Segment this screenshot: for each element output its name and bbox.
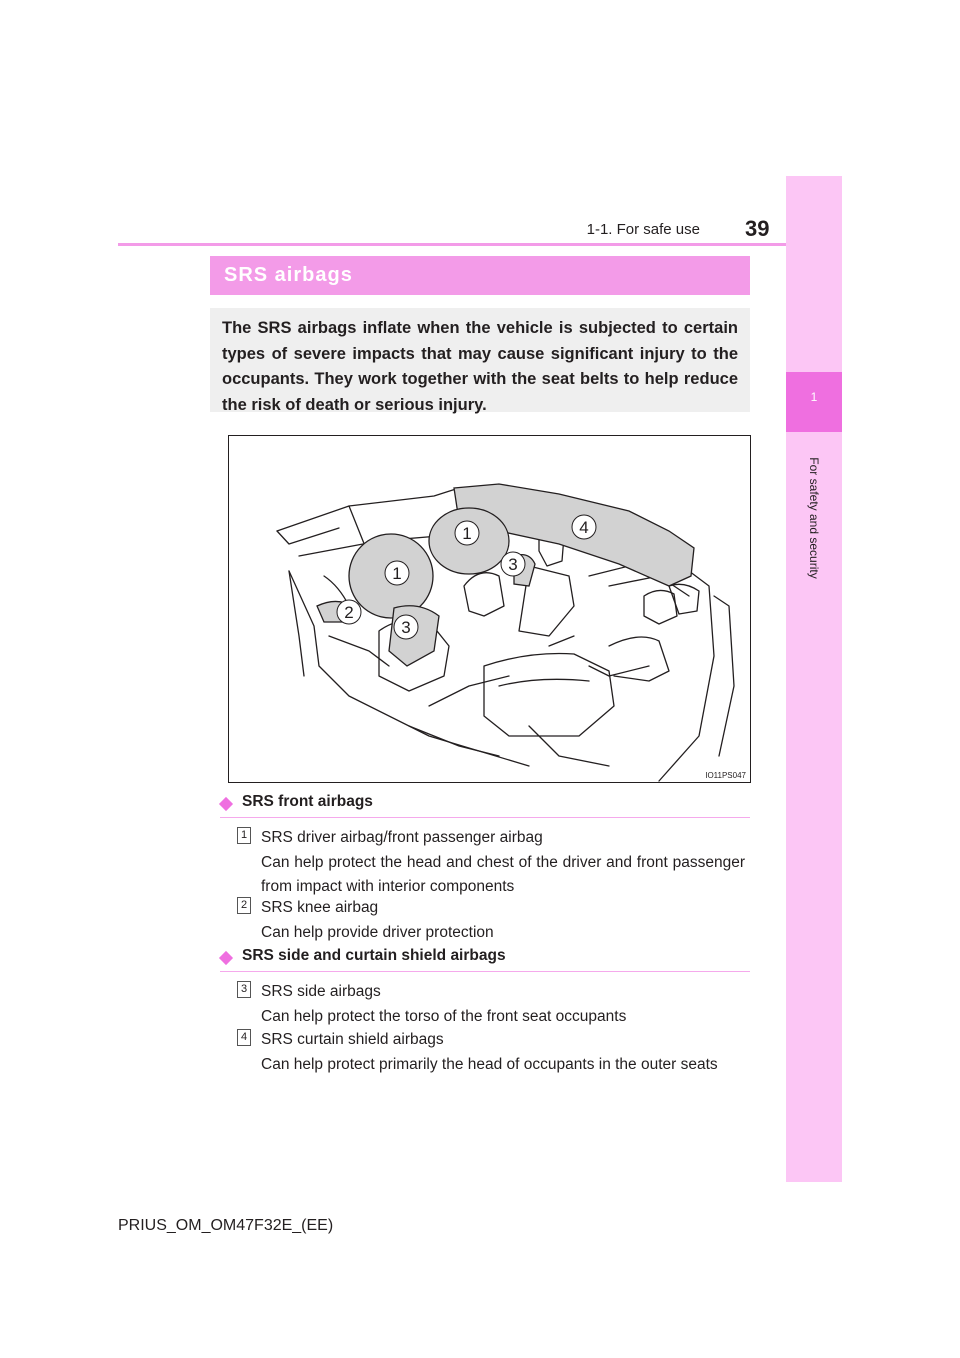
item-description: Can help protect primarily the head of occupants in the outer seats xyxy=(261,1055,718,1073)
svg-text:3: 3 xyxy=(401,618,411,637)
figure-code: IO11PS047 xyxy=(705,771,746,780)
intro-text: The SRS airbags inflate when the vehicle is subjected to certain types of severe impacts that may cause significant injury to the occupants. They work together with the seat belts to help reduce the risk of death or serious injury. xyxy=(222,319,738,414)
callout-4 xyxy=(572,515,596,539)
chapter-side-tab xyxy=(786,176,842,1182)
item-name: SRS curtain shield airbags xyxy=(261,1031,444,1048)
item-description: Can help protect the head and chest of the driver and front passenger from impact with interior components xyxy=(261,853,745,895)
item-name: SRS knee airbag xyxy=(261,899,379,916)
svg-text:1: 1 xyxy=(462,524,472,543)
item-number-box: 4 xyxy=(237,1029,251,1046)
callout-2 xyxy=(337,600,361,624)
subheading-front-airbags: SRS front airbags xyxy=(220,793,750,818)
item-name: SRS side airbags xyxy=(261,983,381,1000)
item-number-box: 2 xyxy=(237,897,251,914)
item-description: Can help protect the torso of the front seat occupants xyxy=(261,1007,627,1025)
footer-code: PRIUS_OM_OM47F32E_(EE) xyxy=(118,1217,334,1234)
callout-1-passenger xyxy=(455,521,479,545)
section-heading: 1-1. For safe use xyxy=(586,221,700,238)
callout-3-driver xyxy=(394,615,418,639)
chapter-label: For safety and security xyxy=(807,457,821,579)
callout-1-driver xyxy=(385,561,409,585)
item-number-box: 3 xyxy=(237,981,251,998)
chapter-number: 1 xyxy=(810,390,818,404)
svg-text:4: 4 xyxy=(579,518,589,537)
item-number-box: 1 xyxy=(237,827,251,844)
header-rule xyxy=(118,243,786,246)
svg-text:1: 1 xyxy=(392,564,402,583)
airbag-illustration xyxy=(228,435,751,783)
subheading-side-curtain-airbags: SRS side and curtain shield airbags xyxy=(220,947,750,972)
item-name: SRS driver airbag/front passenger airbag xyxy=(261,829,543,846)
item-description: Can help provide driver protection xyxy=(261,923,494,941)
page-title: SRS airbags xyxy=(224,264,353,286)
page-number: 39 xyxy=(745,216,770,241)
svg-text:3: 3 xyxy=(508,555,518,574)
callout-3-passenger xyxy=(501,552,525,576)
diamond-bullet-icon xyxy=(219,951,233,965)
diamond-bullet-icon xyxy=(219,797,233,811)
intro-box xyxy=(210,308,750,412)
title-bar xyxy=(210,256,750,295)
svg-text:2: 2 xyxy=(344,603,354,622)
car-interior-drawing xyxy=(229,436,750,782)
